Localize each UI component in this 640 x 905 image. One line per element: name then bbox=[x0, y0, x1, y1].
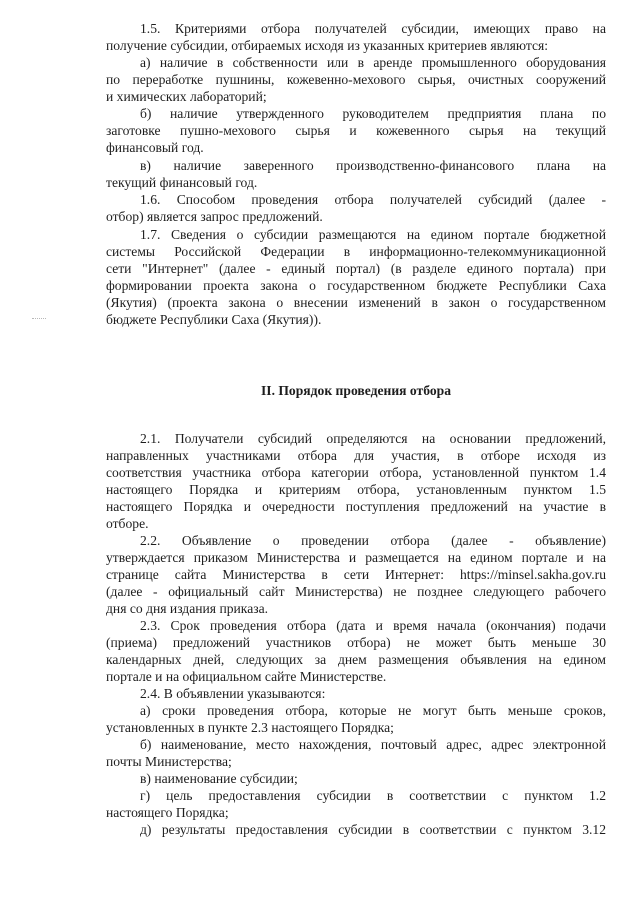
text-line: 2.3. Срок проведения отбора (дата и время начала (окончания) подачи bbox=[140, 618, 606, 633]
text-line: настоящего Порядка и критериям отбора, установленным пунктом 1.5 bbox=[106, 482, 606, 497]
text-line: странице сайта Министерства в сети Интернет: https://minsel.sakha.gov.ru bbox=[106, 567, 606, 582]
text-line: настоящего Порядка; bbox=[106, 805, 229, 820]
text-line: утверждается приказом Министерства и размещается на едином портале и на bbox=[106, 550, 606, 565]
text-line: б) наличие утвержденного руководителем предприятия плана по bbox=[140, 106, 606, 121]
text-line: календарных дней, следующих за днем размещения объявления на едином bbox=[106, 652, 606, 667]
text-line: получение субсидии, отбираемых исходя из указанных критериев являются: bbox=[106, 38, 549, 53]
text-line: г) цель предоставления субсидии в соответствии с пунктом 1.2 bbox=[140, 788, 606, 803]
text-line: б) наименование, место нахождения, почтовый адрес, адрес электронной bbox=[140, 737, 606, 752]
text-line: текущий финансовый год. bbox=[106, 175, 258, 190]
text-line: в) наименование субсидии; bbox=[140, 771, 298, 786]
text-line: бюджете Республики Саха (Якутия)). bbox=[106, 312, 322, 327]
text-line: формировании проекта закона о государственном бюджете Республики Саха bbox=[106, 278, 606, 293]
text-line: почты Министерства; bbox=[106, 754, 232, 769]
text-line: направленных участниками отбора для участия, в отборе исходя из bbox=[106, 448, 606, 463]
text-line: 2.4. В объявлении указываются: bbox=[140, 686, 326, 701]
text-line: соответствия участника отбора категории отбора, установленной пунктом 1.4 bbox=[106, 465, 606, 480]
text-line: установленных в пункте 2.3 настоящего Порядка; bbox=[106, 720, 394, 735]
text-line: заготовке пушно-мехового сырья и кожевенного сырья на текущий bbox=[106, 123, 606, 138]
text-line: 1.7. Сведения о субсидии размещаются на едином портале бюджетной bbox=[140, 227, 606, 242]
text-line: сети "Интернет" (далее - единый портал) (в разделе единого портала) при bbox=[106, 261, 606, 276]
text-line: портале и на официальном сайте Министерстве. bbox=[106, 669, 387, 684]
section-heading: II. Порядок проведения отбора bbox=[260, 383, 451, 398]
text-line: отбор) является запрос предложений. bbox=[106, 209, 323, 224]
text-line: (приема) предложений участников отбора) не может быть меньше 30 bbox=[106, 635, 606, 650]
text-line: 1.6. Способом проведения отбора получателей субсидий (далее - bbox=[140, 192, 606, 207]
text-line: финансовый год. bbox=[106, 140, 204, 155]
text-line: 2.1. Получатели субсидий определяются на основании предложений, bbox=[140, 431, 606, 446]
text-line: а) сроки проведения отбора, которые не могут быть меньше сроков, bbox=[140, 703, 606, 718]
text-line: и химических лабораторий; bbox=[106, 89, 267, 104]
margin-mark bbox=[32, 318, 46, 319]
text-line: а) наличие в собственности или в аренде промышленного оборудования bbox=[140, 55, 606, 70]
text-line: д) результаты предоставления субсидии в соответствии с пунктом 3.12 bbox=[140, 822, 606, 837]
text-line: 1.5. Критериями отбора получателей субсидии, имеющих право на bbox=[140, 21, 606, 36]
text-line: (Якутия) (проекта закона о внесении изменений в закон о государственном bbox=[106, 295, 606, 310]
text-line: системы Российской Федерации в информационно-телекоммуникационной bbox=[106, 244, 606, 259]
text-line: настоящего Порядка и очередности поступления предложений на участие в bbox=[106, 499, 606, 514]
text-line: дня со дня издания приказа. bbox=[106, 601, 269, 616]
text-line: по переработке пушнины, кожевенно-мехового сырья, очистных сооружений bbox=[106, 72, 606, 87]
text-line: (далее - официальный сайт Министерства) не позднее следующего рабочего bbox=[106, 584, 606, 599]
text-line: в) наличие заверенного производственно-финансового плана на bbox=[140, 158, 606, 173]
text-line: отборе. bbox=[106, 516, 149, 531]
text-line: 2.2. Объявление о проведении отбора (далее - объявление) bbox=[140, 533, 606, 548]
